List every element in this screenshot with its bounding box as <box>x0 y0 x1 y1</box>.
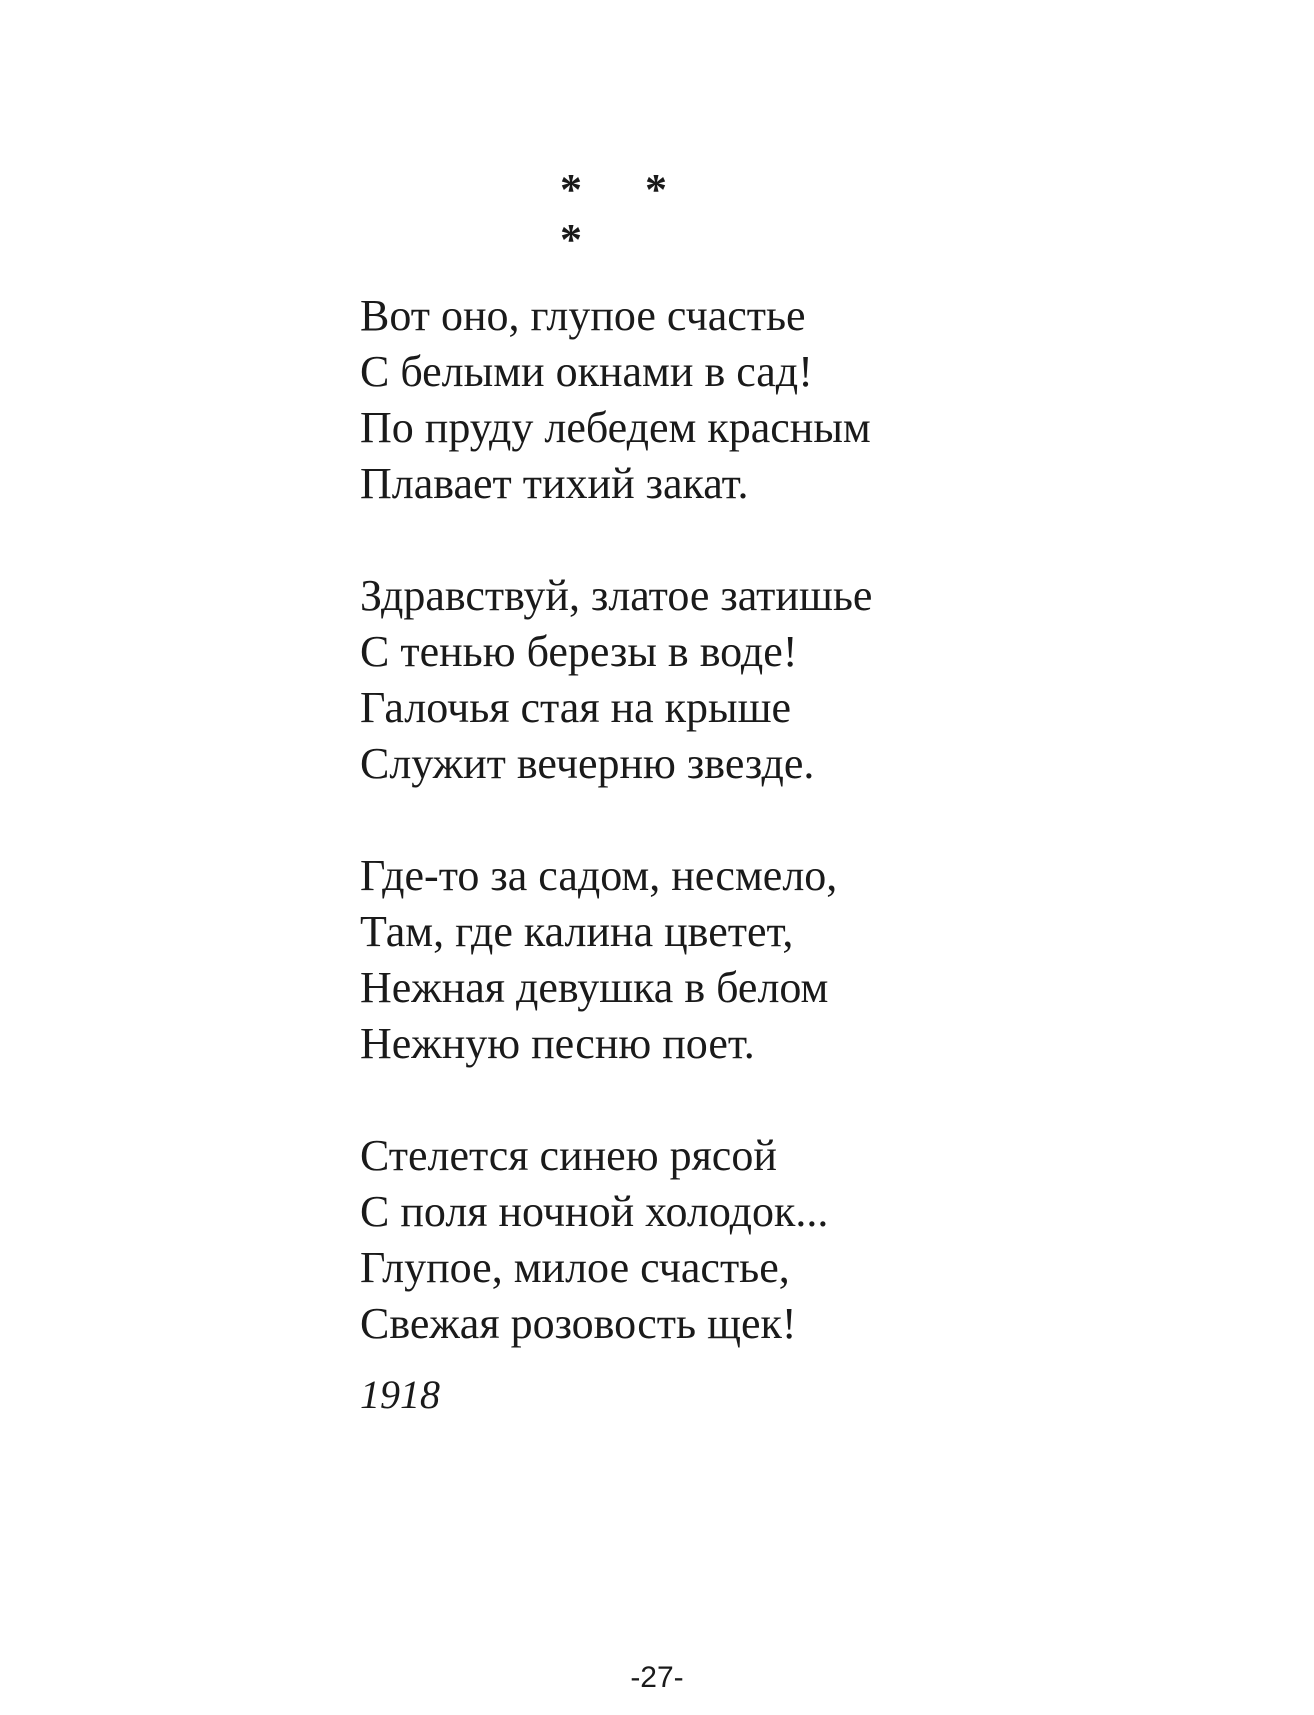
stanza-1 <box>360 288 1080 512</box>
stanza-3 <box>360 848 1080 1072</box>
page-number: -27- <box>630 1661 684 1694</box>
poem-line: С тенью березы в воде! <box>360 627 798 676</box>
poem-line: Нежную песню поет. <box>360 1019 755 1068</box>
poem-line: С белыми окнами в сад! <box>360 347 813 396</box>
poem-line: Глупое, милое счастье, <box>360 1243 790 1292</box>
poem-line: По пруду лебедем красным <box>360 403 871 452</box>
poem-line: Вот оно, глупое счастье <box>360 291 806 340</box>
stanza-4 <box>360 1128 1080 1352</box>
poem-line: Служит вечерню звезде. <box>360 739 815 788</box>
poem-line: С поля ночной холодок... <box>360 1187 829 1236</box>
poem-date: 1918 <box>360 1372 440 1417</box>
poem-line: Где-то за садом, несмело, <box>360 851 838 900</box>
poem-line: Стелется синею рясой <box>360 1131 777 1180</box>
poem-line: Плавает тихий закат. <box>360 459 749 508</box>
poem <box>360 288 1080 1420</box>
section-ornament: * * * <box>560 165 693 264</box>
poem-line: Нежная девушка в белом <box>360 963 829 1012</box>
stanza-2 <box>360 568 1080 792</box>
poem-line: Свежая розовость щек! <box>360 1299 797 1348</box>
poem-line: Галочья стая на крыше <box>360 683 791 732</box>
poem-line: Здравствуй, златое затишье <box>360 571 873 620</box>
poem-line: Там, где калина цветет, <box>360 907 794 956</box>
